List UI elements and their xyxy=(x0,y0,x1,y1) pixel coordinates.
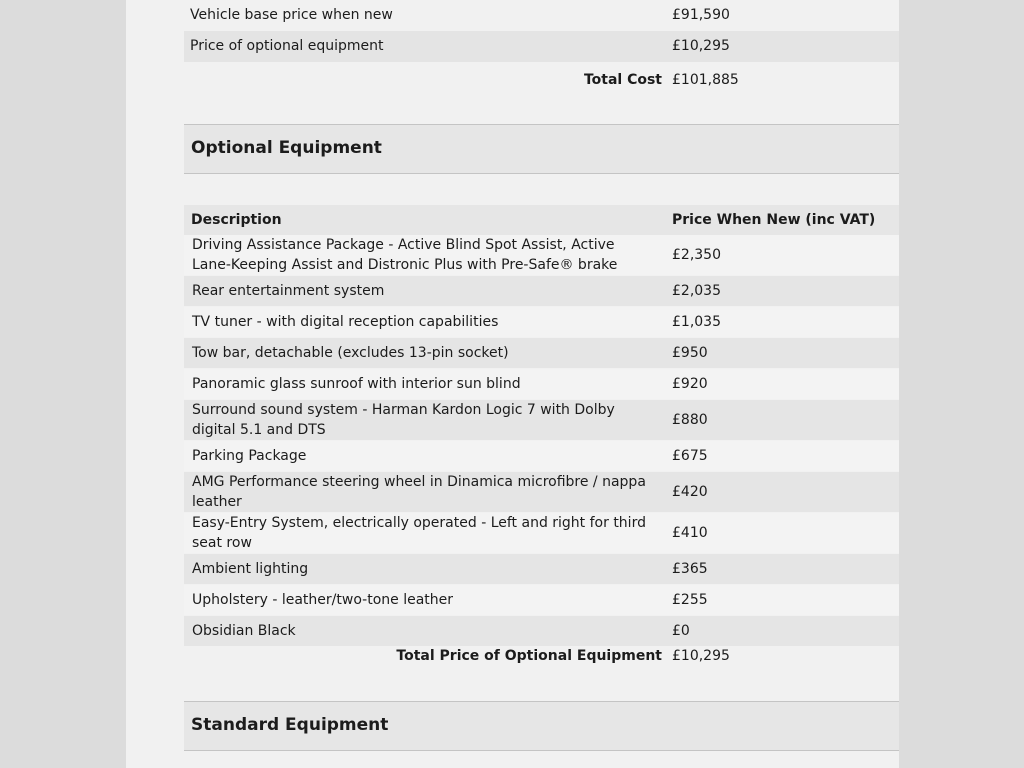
item-price: £0 xyxy=(672,623,690,639)
table-row xyxy=(184,235,899,276)
item-price: £2,350 xyxy=(672,247,721,263)
item-price: £950 xyxy=(672,345,708,361)
table-row xyxy=(184,441,899,472)
item-description: Rear entertainment system xyxy=(192,283,385,299)
item-description: AMG Performance steering wheel in Dinamica microfibre / nappa leather xyxy=(192,474,646,510)
standard-equipment-section-header xyxy=(184,701,899,751)
table-row xyxy=(184,472,899,513)
item-price: £880 xyxy=(672,412,708,428)
total-cost-label: Total Cost xyxy=(583,72,662,88)
optional-equipment-heading: Optional Equipment xyxy=(191,138,382,158)
table-row xyxy=(184,307,899,338)
item-price: £365 xyxy=(672,561,708,577)
optional-total-label: Total Price of Optional Equipment xyxy=(396,648,662,664)
table-row xyxy=(184,585,899,616)
item-price: £675 xyxy=(672,448,708,464)
table-row xyxy=(184,338,899,369)
item-price: £1,035 xyxy=(672,314,721,330)
item-price: £255 xyxy=(672,592,708,608)
optional-price-row xyxy=(184,31,899,62)
column-header-price: Price When New (inc VAT) xyxy=(672,212,876,228)
standard-equipment-heading: Standard Equipment xyxy=(191,715,389,735)
item-price: £420 xyxy=(672,484,708,500)
optional-equipment-total-row xyxy=(184,641,899,671)
item-description: Easy-Entry System, electrically operated - Left and right for third seat row xyxy=(192,515,646,551)
base-price-row xyxy=(184,0,899,31)
item-description: TV tuner - with digital reception capabilities xyxy=(192,314,499,330)
item-price: £2,035 xyxy=(672,283,721,299)
optional-equipment-section-header xyxy=(184,124,899,174)
table-row xyxy=(184,369,899,400)
item-description: Panoramic glass sunroof with interior sun blind xyxy=(192,376,521,392)
optional-equipment-table xyxy=(184,235,899,647)
item-price: £410 xyxy=(672,525,708,541)
total-cost-value: £101,885 xyxy=(672,72,739,88)
item-description: Driving Assistance Package - Active Blind Spot Assist, Active Lane-Keeping Assist and Distronic Plus with Pre-Safe® brake xyxy=(192,237,618,273)
item-description: Tow bar, detachable (excludes 13-pin socket) xyxy=(192,345,509,361)
optional-price-value: £10,295 xyxy=(672,38,730,54)
item-price: £920 xyxy=(672,376,708,392)
optional-total-value: £10,295 xyxy=(672,648,730,664)
item-description: Parking Package xyxy=(192,448,307,464)
document-page xyxy=(126,0,899,768)
table-row xyxy=(184,554,899,585)
table-row xyxy=(184,400,899,441)
item-description: Ambient lighting xyxy=(192,561,309,577)
optional-price-label: Price of optional equipment xyxy=(190,38,384,54)
table-row xyxy=(184,513,899,554)
item-description: Upholstery - leather/two-tone leather xyxy=(192,592,454,608)
column-header-description: Description xyxy=(191,212,282,228)
base-price-value: £91,590 xyxy=(672,7,730,23)
item-description: Obsidian Black xyxy=(192,623,296,639)
total-cost-row xyxy=(184,66,899,94)
base-price-label: Vehicle base price when new xyxy=(190,7,393,23)
item-description: Surround sound system - Harman Kardon Logic 7 with Dolby digital 5.1 and DTS xyxy=(192,402,615,438)
optional-equipment-table-header xyxy=(184,205,899,235)
table-row xyxy=(184,276,899,307)
